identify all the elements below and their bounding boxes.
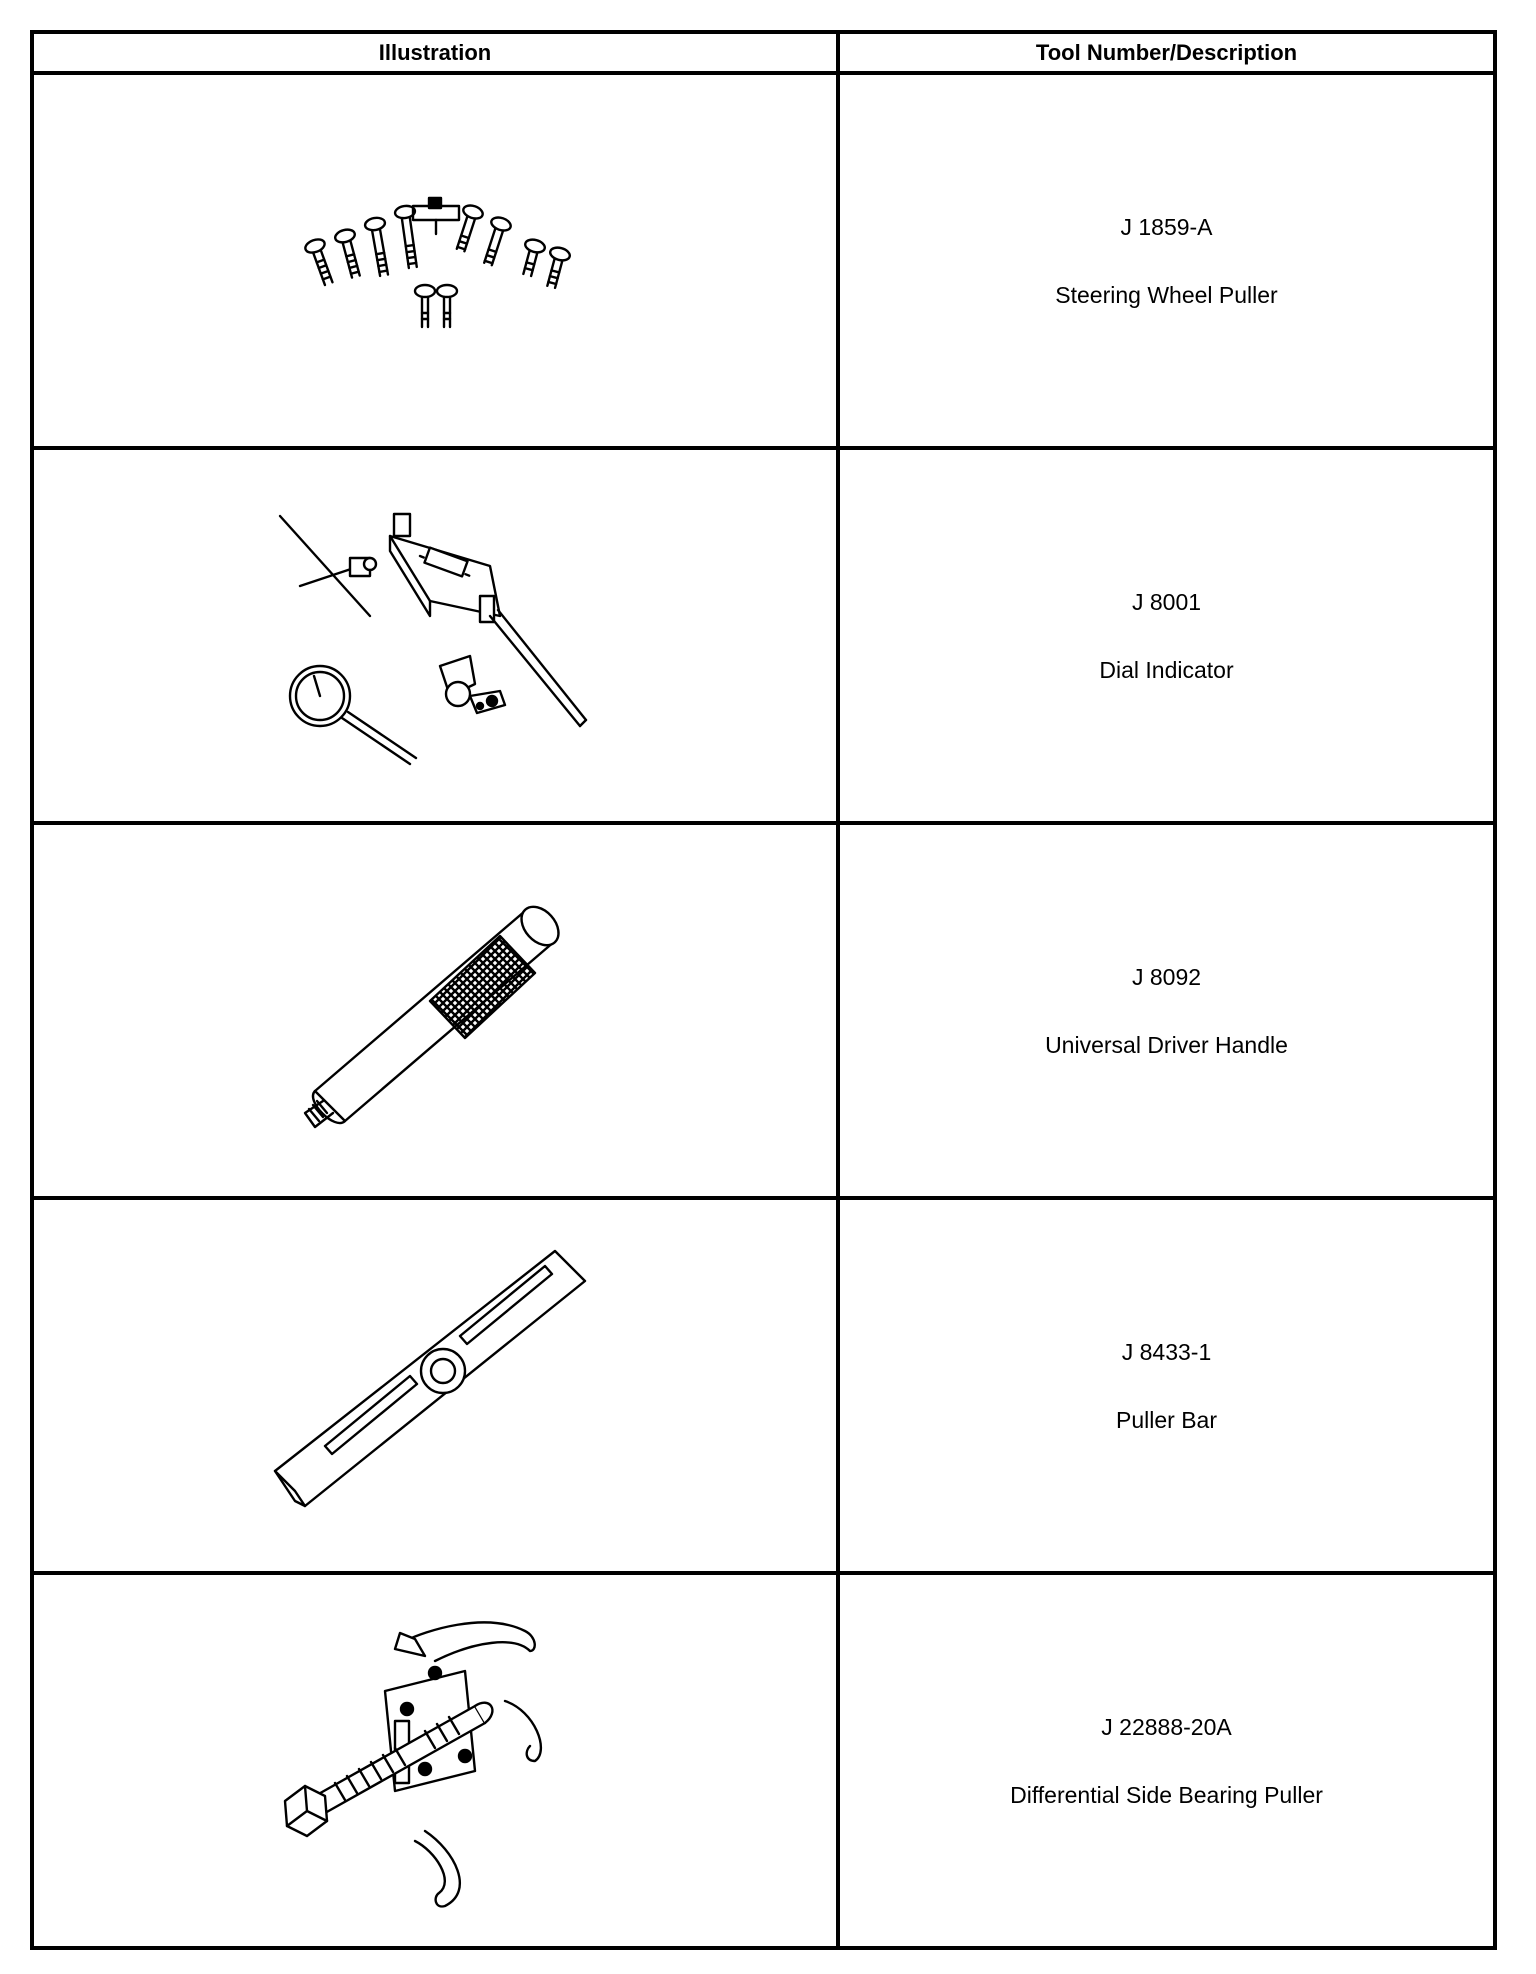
puller-bar-icon [265, 1241, 605, 1531]
tool-description-cell [838, 823, 1495, 1198]
tool-number: J 8001 [1131, 588, 1202, 615]
tool-description: Puller Bar [1116, 1406, 1217, 1433]
illustration-cell [32, 1198, 838, 1573]
table-row [32, 73, 1495, 448]
tool-number: J 8433-1 [1121, 1338, 1212, 1365]
table-row [32, 1198, 1495, 1573]
tool-description: Universal Driver Handle [1045, 1031, 1288, 1058]
tool-description: Differential Side Bearing Puller [1010, 1781, 1323, 1808]
table-row [32, 1573, 1495, 1948]
tool-description-cell [838, 448, 1495, 823]
tool-number: J 1859-A [1120, 213, 1213, 240]
table-row [32, 823, 1495, 1198]
bearing-puller-icon [275, 1611, 595, 1911]
tool-description: Dial Indicator [1099, 656, 1234, 683]
tool-description-cell [838, 1573, 1495, 1948]
tool-description-cell [838, 1198, 1495, 1573]
tool-description: Steering Wheel Puller [1055, 281, 1278, 308]
table-row [32, 448, 1495, 823]
illustration-cell [32, 73, 838, 448]
tool-description-cell [838, 73, 1495, 448]
table-header-row [32, 32, 1495, 73]
steering-wheel-puller-icon [275, 186, 595, 336]
tool-number: J 22888-20A [1101, 1713, 1232, 1740]
illustration-cell [32, 1573, 838, 1948]
illustration-cell [32, 448, 838, 823]
tool-number: J 8092 [1131, 963, 1202, 990]
universal-driver-handle-icon [275, 891, 595, 1131]
header-tool-number-description: Tool Number/Description [838, 32, 1495, 73]
illustration-cell [32, 823, 838, 1198]
special-tools-table [30, 30, 1497, 1950]
dial-indicator-icon [270, 506, 600, 766]
header-illustration: Illustration [32, 32, 838, 73]
